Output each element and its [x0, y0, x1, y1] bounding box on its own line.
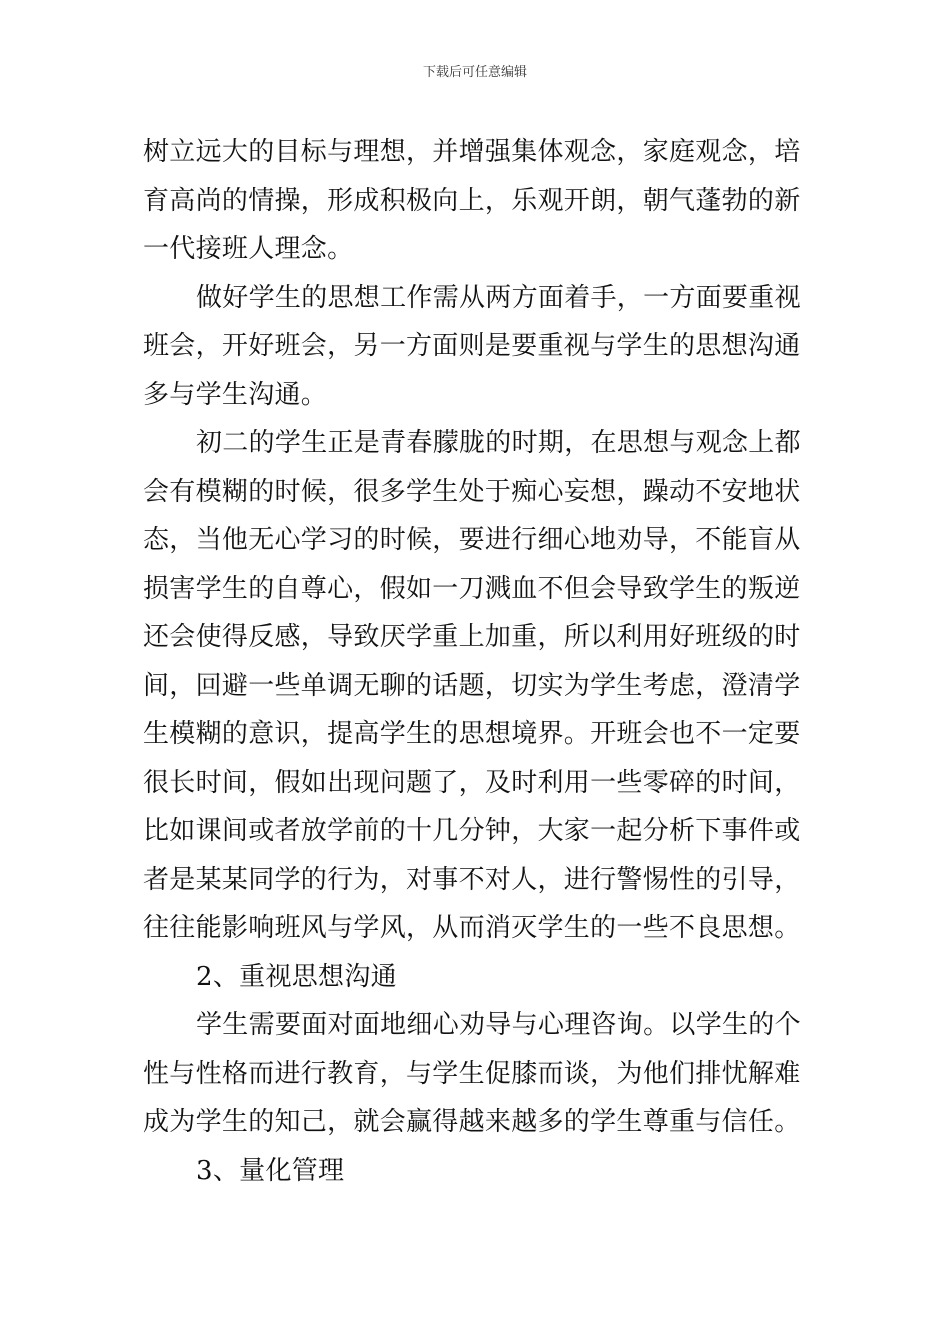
text-line: 还会使得反感，导致厌学重上加重，所以利用好班级的时 — [143, 622, 801, 652]
section-heading: 2、重视思想沟通 — [196, 961, 397, 992]
paragraph-start-line: 做好学生的思想工作需从两方面着手，一方面要重视 — [196, 282, 801, 313]
page-header: 下载后可任意编辑 — [422, 65, 527, 80]
text-line: 育高尚的情操，形成积极向上，乐观开朗，朝气蓬勃的新 — [143, 185, 801, 216]
text-line: 比如课间或者放学前的十几分钟，大家一起分析下事件或 — [143, 816, 801, 846]
text-line: 间，回避一些单调无聊的话题，切实为学生考虑，澄清学 — [143, 670, 801, 701]
text-line: 很长时间，假如出现问题了，及时利用一些零碎的时间， — [143, 767, 801, 798]
paragraph-start-line: 学生需要面对面地细心劝导与心理咨询。以学生的个 — [196, 1010, 801, 1040]
text-line: 班会，开好班会，另一方面则是要重视与学生的思想沟通 — [143, 331, 801, 361]
text-line: 往往能影响班风与学风，从而消灭学生的一些不良思想。 — [143, 913, 801, 943]
section-heading: 3、量化管理 — [196, 1155, 345, 1186]
paragraph-start-line: 初二的学生正是青春朦胧的时期，在思想与观念上都 — [196, 428, 801, 458]
document-body — [143, 128, 813, 1195]
text-line: 损害学生的自尊心，假如一刀溅血不但会导致学生的叛逆 — [143, 573, 801, 604]
text-line: 会有模糊的时候，很多学生处于痴心妄想，躁动不安地状 — [143, 476, 801, 507]
text-line: 者是某某同学的行为，对事不对人，进行警惕性的引导， — [143, 864, 801, 895]
text-line: 生模糊的意识，提高学生的思想境界。开班会也不一定要 — [143, 719, 801, 749]
text-line: 性与性格而进行教育，与学生促膝而谈，为他们排忧解难 — [143, 1058, 801, 1089]
text-line: 一代接班人理念。 — [143, 234, 354, 264]
text-line: 态，当他无心学习的时候，要进行细心地劝导，不能盲从 — [143, 525, 801, 555]
text-line: 成为学生的知己，就会赢得越来越多的学生尊重与信任。 — [143, 1107, 801, 1137]
text-line: 树立远大的目标与理想，并增强集体观念，家庭观念，培 — [143, 137, 801, 167]
text-line: 多与学生沟通。 — [143, 379, 328, 410]
